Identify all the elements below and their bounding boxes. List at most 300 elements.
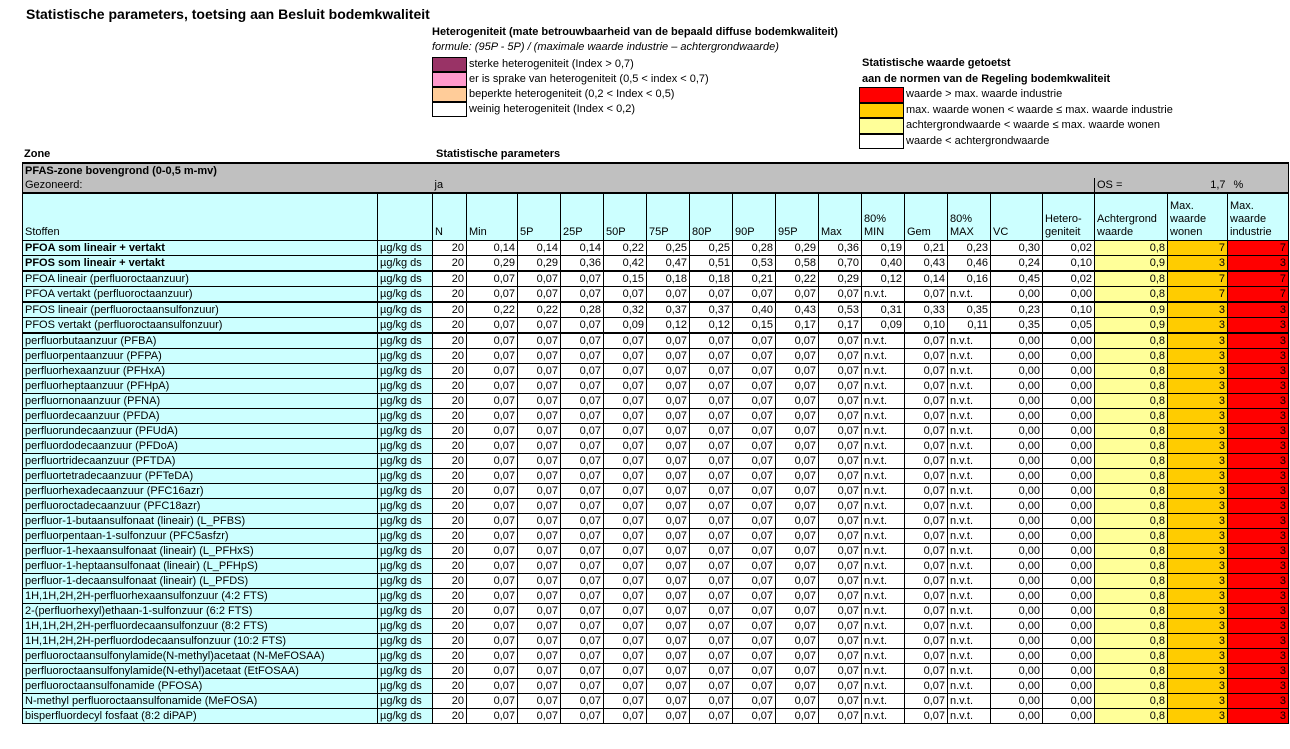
- value-cell: 0,07: [467, 544, 518, 559]
- value-cell: 0,07: [819, 589, 862, 604]
- value-cell: 0,07: [561, 379, 604, 394]
- value-cell: 0,16: [948, 271, 991, 287]
- value-cell: 0,07: [647, 454, 690, 469]
- value-cell: 3: [1228, 256, 1289, 272]
- value-cell: 3: [1168, 694, 1228, 709]
- value-cell: 0,02: [1043, 271, 1095, 287]
- value-cell: 20: [433, 349, 467, 364]
- value-cell: 3: [1228, 574, 1289, 589]
- unit-cell: µg/kg ds: [378, 664, 433, 679]
- substance-name: perfluoroctaansulfonylamide(N-ethyl)acetaat (EtFOSAA): [23, 664, 378, 679]
- unit-cell: µg/kg ds: [378, 287, 433, 303]
- value-cell: 0,07: [518, 679, 561, 694]
- value-cell: 0,07: [518, 694, 561, 709]
- value-cell: 3: [1168, 409, 1228, 424]
- value-cell: 0,07: [604, 439, 647, 454]
- value-cell: 0,00: [991, 574, 1043, 589]
- value-cell: 3: [1228, 302, 1289, 318]
- table-row: [23, 589, 1289, 604]
- value-cell: 0,07: [561, 271, 604, 287]
- column-header: VC: [991, 193, 1043, 241]
- value-cell: 0,07: [518, 589, 561, 604]
- value-cell: 20: [433, 379, 467, 394]
- value-cell: 0,07: [518, 514, 561, 529]
- value-cell: 0,07: [819, 469, 862, 484]
- value-cell: 0,53: [733, 256, 776, 272]
- value-cell: 0,05: [1043, 318, 1095, 334]
- value-cell: 0,07: [776, 514, 819, 529]
- value-cell: 0,43: [776, 302, 819, 318]
- value-cell: 0,40: [733, 302, 776, 318]
- value-cell: 0,07: [905, 514, 948, 529]
- value-cell: 20: [433, 604, 467, 619]
- value-cell: 0,07: [905, 634, 948, 649]
- value-cell: 3: [1168, 454, 1228, 469]
- value-cell: 0,07: [776, 349, 819, 364]
- value-cell: 0,07: [776, 559, 819, 574]
- value-cell: 20: [433, 333, 467, 349]
- value-cell: n.v.t.: [862, 664, 905, 679]
- value-cell: 0,70: [819, 256, 862, 272]
- value-cell: 3: [1168, 514, 1228, 529]
- value-cell: 0,07: [905, 544, 948, 559]
- value-cell: 0,00: [1043, 333, 1095, 349]
- value-cell: 0,07: [467, 694, 518, 709]
- value-cell: 0,28: [561, 302, 604, 318]
- value-cell: 0,07: [819, 709, 862, 724]
- value-cell: 0,15: [604, 271, 647, 287]
- unit-cell: µg/kg ds: [378, 499, 433, 514]
- table-row: [23, 469, 1289, 484]
- column-header: 80% MIN: [862, 193, 905, 241]
- value-cell: 0,15: [733, 318, 776, 334]
- value-cell: 0,00: [991, 589, 1043, 604]
- value-cell: 0,07: [690, 287, 733, 303]
- value-cell: 0,9: [1095, 256, 1168, 272]
- value-cell: 0,07: [733, 619, 776, 634]
- value-cell: 0,00: [991, 544, 1043, 559]
- value-cell: 20: [433, 514, 467, 529]
- value-cell: 0,07: [467, 469, 518, 484]
- value-cell: 20: [433, 634, 467, 649]
- value-cell: 0,07: [518, 544, 561, 559]
- value-cell: 0,07: [819, 379, 862, 394]
- value-cell: 0,07: [518, 664, 561, 679]
- value-cell: 0,00: [991, 287, 1043, 303]
- value-cell: 0,07: [733, 679, 776, 694]
- value-cell: 0,40: [862, 256, 905, 272]
- value-cell: 3: [1168, 484, 1228, 499]
- value-cell: 0,07: [561, 589, 604, 604]
- value-cell: 3: [1168, 469, 1228, 484]
- unit-cell: µg/kg ds: [378, 439, 433, 454]
- value-cell: 0,07: [819, 409, 862, 424]
- value-cell: 0,07: [604, 333, 647, 349]
- value-cell: 0,07: [604, 664, 647, 679]
- value-cell: 0,07: [604, 619, 647, 634]
- substance-name: perfluorpentaanzuur (PFPA): [23, 349, 378, 364]
- value-cell: 0,07: [467, 574, 518, 589]
- value-cell: 0,07: [905, 574, 948, 589]
- column-header: Hetero-geniteit: [1043, 193, 1095, 241]
- value-cell: 20: [433, 559, 467, 574]
- value-cell: 0,07: [733, 439, 776, 454]
- zone-row: [23, 163, 1289, 178]
- value-cell: 0,07: [733, 349, 776, 364]
- value-cell: 0,14: [467, 241, 518, 256]
- legend-swatch: [432, 72, 467, 87]
- value-cell: 0,07: [518, 484, 561, 499]
- value-cell: 7: [1228, 241, 1289, 256]
- table-row: [23, 379, 1289, 394]
- legend-swatch: [432, 102, 467, 117]
- table-body: [23, 241, 1289, 724]
- value-cell: 0,00: [1043, 709, 1095, 724]
- value-cell: 0,07: [561, 484, 604, 499]
- value-cell: 0,07: [561, 664, 604, 679]
- value-cell: 0,00: [1043, 349, 1095, 364]
- legend-swatch: [859, 134, 904, 150]
- value-cell: 3: [1228, 529, 1289, 544]
- value-cell: 0,21: [905, 241, 948, 256]
- value-cell: 7: [1228, 287, 1289, 303]
- value-cell: 0,8: [1095, 559, 1168, 574]
- value-cell: 0,07: [905, 349, 948, 364]
- value-cell: 0,07: [733, 333, 776, 349]
- value-cell: 0,17: [776, 318, 819, 334]
- column-header: Min: [467, 193, 518, 241]
- unit-cell: µg/kg ds: [378, 679, 433, 694]
- value-cell: 0,00: [991, 349, 1043, 364]
- value-cell: 20: [433, 409, 467, 424]
- value-cell: 3: [1168, 589, 1228, 604]
- value-cell: 0,07: [776, 604, 819, 619]
- value-cell: 3: [1228, 364, 1289, 379]
- value-cell: 0,07: [647, 544, 690, 559]
- value-cell: 0,07: [819, 634, 862, 649]
- unit-cell: µg/kg ds: [378, 302, 433, 318]
- value-cell: 0,07: [467, 514, 518, 529]
- value-cell: 0,07: [776, 424, 819, 439]
- value-cell: 0,37: [690, 302, 733, 318]
- value-cell: 0,02: [1043, 241, 1095, 256]
- value-cell: 0,07: [776, 439, 819, 454]
- value-cell: 0,07: [776, 664, 819, 679]
- value-cell: 0,19: [862, 241, 905, 256]
- value-cell: 0,00: [1043, 499, 1095, 514]
- value-cell: 0,07: [561, 499, 604, 514]
- value-cell: 0,07: [690, 604, 733, 619]
- value-cell: n.v.t.: [862, 287, 905, 303]
- value-cell: 0,07: [518, 394, 561, 409]
- table-row: [23, 604, 1289, 619]
- value-cell: 0,07: [819, 574, 862, 589]
- value-cell: 0,07: [467, 619, 518, 634]
- value-cell: 0,23: [991, 302, 1043, 318]
- value-cell: 0,00: [991, 333, 1043, 349]
- column-header: Max. waarde wonen: [1168, 193, 1228, 241]
- value-cell: 0,07: [905, 604, 948, 619]
- value-cell: n.v.t.: [948, 514, 991, 529]
- value-cell: 3: [1228, 604, 1289, 619]
- value-cell: 3: [1228, 484, 1289, 499]
- unit-cell: µg/kg ds: [378, 709, 433, 724]
- value-cell: 0,07: [604, 694, 647, 709]
- value-cell: 3: [1228, 409, 1289, 424]
- column-header: Gem: [905, 193, 948, 241]
- value-cell: 0,00: [1043, 409, 1095, 424]
- value-cell: 0,07: [467, 424, 518, 439]
- value-cell: 3: [1168, 318, 1228, 334]
- value-cell: 0,25: [647, 241, 690, 256]
- value-cell: 0,07: [561, 349, 604, 364]
- value-cell: 0,8: [1095, 484, 1168, 499]
- table-row: [23, 679, 1289, 694]
- value-cell: 0,07: [905, 664, 948, 679]
- substance-name: perfluorpentaan-1-sulfonzuur (PFC5asfzr): [23, 529, 378, 544]
- legend-label: max. waarde wonen < waarde ≤ max. waarde industrie: [906, 103, 1173, 116]
- value-cell: 0,42: [604, 256, 647, 272]
- value-cell: 0,25: [690, 241, 733, 256]
- table-row: [23, 439, 1289, 454]
- value-cell: n.v.t.: [862, 589, 905, 604]
- value-cell: 0,07: [733, 484, 776, 499]
- value-cell: 0,07: [819, 394, 862, 409]
- table-row: [23, 241, 1289, 256]
- value-cell: 0,07: [776, 394, 819, 409]
- unit-cell: µg/kg ds: [378, 349, 433, 364]
- value-cell: n.v.t.: [948, 287, 991, 303]
- value-cell: 0,07: [905, 333, 948, 349]
- value-cell: 3: [1228, 559, 1289, 574]
- value-cell: 0,07: [467, 679, 518, 694]
- legend-swatch: [859, 103, 904, 119]
- value-cell: 0,07: [647, 559, 690, 574]
- value-cell: 0,07: [733, 469, 776, 484]
- value-cell: 3: [1228, 679, 1289, 694]
- value-cell: 0,07: [733, 499, 776, 514]
- value-cell: 0,24: [991, 256, 1043, 272]
- value-cell: 0,07: [733, 514, 776, 529]
- gezoneerd-value: ja: [433, 178, 1095, 193]
- value-cell: n.v.t.: [862, 574, 905, 589]
- value-cell: 0,09: [862, 318, 905, 334]
- value-cell: 0,53: [819, 302, 862, 318]
- value-cell: 0,07: [518, 364, 561, 379]
- value-cell: 0,43: [905, 256, 948, 272]
- value-cell: 0,00: [991, 649, 1043, 664]
- value-cell: 0,07: [647, 394, 690, 409]
- value-cell: 0,07: [561, 544, 604, 559]
- value-cell: 0,28: [733, 241, 776, 256]
- normen-title: Statistische waarde getoetst: [862, 57, 1011, 69]
- column-header: 50P: [604, 193, 647, 241]
- value-cell: 0,00: [991, 439, 1043, 454]
- value-cell: n.v.t.: [948, 604, 991, 619]
- legend-label: achtergrondwaarde < waarde ≤ max. waarde wonen: [906, 119, 1160, 131]
- value-cell: 0,07: [690, 514, 733, 529]
- legend-label: waarde < achtergrondwaarde: [906, 134, 1050, 147]
- value-cell: 0,07: [561, 454, 604, 469]
- value-cell: 20: [433, 318, 467, 334]
- value-cell: 0,07: [647, 619, 690, 634]
- value-cell: 0,07: [467, 664, 518, 679]
- page-title: Statistische parameters, toetsing aan Besluit bodemkwaliteit: [26, 6, 430, 22]
- value-cell: 7: [1168, 241, 1228, 256]
- value-cell: 0,07: [647, 529, 690, 544]
- value-cell: 0,07: [819, 333, 862, 349]
- value-cell: 0,07: [690, 454, 733, 469]
- value-cell: 0,07: [467, 318, 518, 334]
- value-cell: n.v.t.: [948, 694, 991, 709]
- value-cell: 0,00: [1043, 694, 1095, 709]
- value-cell: n.v.t.: [862, 349, 905, 364]
- value-cell: n.v.t.: [862, 469, 905, 484]
- substance-name: perfluorundecaanzuur (PFUdA): [23, 424, 378, 439]
- value-cell: 0,07: [561, 619, 604, 634]
- value-cell: 0,00: [1043, 634, 1095, 649]
- value-cell: 3: [1168, 379, 1228, 394]
- value-cell: 0,22: [604, 241, 647, 256]
- value-cell: 0,8: [1095, 514, 1168, 529]
- value-cell: 0,8: [1095, 634, 1168, 649]
- value-cell: 3: [1168, 424, 1228, 439]
- value-cell: 0,07: [561, 439, 604, 454]
- value-cell: 0,07: [604, 589, 647, 604]
- unit-cell: µg/kg ds: [378, 559, 433, 574]
- value-cell: n.v.t.: [862, 544, 905, 559]
- value-cell: 0,07: [733, 394, 776, 409]
- table-row: [23, 318, 1289, 334]
- unit-cell: µg/kg ds: [378, 469, 433, 484]
- value-cell: 0,07: [518, 559, 561, 574]
- value-cell: n.v.t.: [948, 664, 991, 679]
- value-cell: 20: [433, 271, 467, 287]
- value-cell: 0,00: [991, 499, 1043, 514]
- value-cell: 0,07: [733, 589, 776, 604]
- value-cell: 3: [1228, 694, 1289, 709]
- value-cell: 0,31: [862, 302, 905, 318]
- table-row: [23, 333, 1289, 349]
- value-cell: 0,07: [647, 679, 690, 694]
- value-cell: 0,17: [819, 318, 862, 334]
- value-cell: n.v.t.: [948, 469, 991, 484]
- value-cell: n.v.t.: [862, 694, 905, 709]
- value-cell: 3: [1228, 333, 1289, 349]
- value-cell: 0,07: [690, 619, 733, 634]
- value-cell: n.v.t.: [948, 439, 991, 454]
- value-cell: 0,07: [905, 559, 948, 574]
- gezoneerd-label: Gezoneerd:: [23, 178, 433, 193]
- table-row: [23, 256, 1289, 272]
- value-cell: 0,00: [1043, 394, 1095, 409]
- value-cell: 3: [1168, 634, 1228, 649]
- value-cell: n.v.t.: [948, 379, 991, 394]
- value-cell: 0,07: [690, 499, 733, 514]
- value-cell: 0,07: [905, 709, 948, 724]
- value-cell: 20: [433, 679, 467, 694]
- value-cell: 0,07: [518, 409, 561, 424]
- value-cell: 0,00: [1043, 574, 1095, 589]
- value-cell: 0,07: [604, 454, 647, 469]
- column-header: Stoffen: [23, 193, 378, 241]
- value-cell: 0,23: [948, 241, 991, 256]
- value-cell: 0,07: [467, 559, 518, 574]
- value-cell: 0,12: [862, 271, 905, 287]
- value-cell: 0,07: [733, 694, 776, 709]
- value-cell: 0,10: [1043, 256, 1095, 272]
- value-cell: 0,07: [905, 287, 948, 303]
- table-row: [23, 544, 1289, 559]
- value-cell: 20: [433, 694, 467, 709]
- unit-cell: µg/kg ds: [378, 394, 433, 409]
- substance-name: perfluornonaanzuur (PFNA): [23, 394, 378, 409]
- column-header: 90P: [733, 193, 776, 241]
- value-cell: 0,07: [647, 574, 690, 589]
- value-cell: 0,07: [604, 499, 647, 514]
- value-cell: 0,07: [604, 634, 647, 649]
- value-cell: 0,07: [690, 544, 733, 559]
- legend-swatch: [859, 118, 904, 134]
- value-cell: 0,07: [905, 679, 948, 694]
- value-cell: 3: [1168, 364, 1228, 379]
- value-cell: 0,07: [604, 484, 647, 499]
- value-cell: n.v.t.: [862, 649, 905, 664]
- value-cell: 0,14: [518, 241, 561, 256]
- value-cell: 0,8: [1095, 439, 1168, 454]
- value-cell: 0,07: [905, 409, 948, 424]
- value-cell: 3: [1168, 574, 1228, 589]
- value-cell: 0,8: [1095, 424, 1168, 439]
- value-cell: 0,07: [467, 394, 518, 409]
- table-row: [23, 649, 1289, 664]
- unit-cell: µg/kg ds: [378, 379, 433, 394]
- value-cell: 0,07: [733, 454, 776, 469]
- unit-cell: µg/kg ds: [378, 589, 433, 604]
- value-cell: n.v.t.: [862, 559, 905, 574]
- value-cell: 0,00: [1043, 454, 1095, 469]
- column-header: 75P: [647, 193, 690, 241]
- value-cell: 20: [433, 364, 467, 379]
- legend-label: sterke heterogeniteit (Index > 0,7): [469, 58, 634, 70]
- value-cell: n.v.t.: [862, 514, 905, 529]
- value-cell: 0,07: [518, 349, 561, 364]
- value-cell: 0,07: [604, 379, 647, 394]
- value-cell: 0,32: [604, 302, 647, 318]
- value-cell: 0,00: [1043, 514, 1095, 529]
- value-cell: 0,00: [991, 469, 1043, 484]
- value-cell: 0,00: [991, 379, 1043, 394]
- value-cell: 0,07: [647, 589, 690, 604]
- zone-name: PFAS-zone bovengrond (0-0,5 m-mv): [23, 163, 1289, 178]
- value-cell: 0,07: [690, 574, 733, 589]
- table-row: [23, 529, 1289, 544]
- value-cell: 0,8: [1095, 409, 1168, 424]
- value-cell: 0,21: [733, 271, 776, 287]
- value-cell: 0,07: [819, 424, 862, 439]
- value-cell: n.v.t.: [862, 439, 905, 454]
- value-cell: 0,07: [819, 664, 862, 679]
- value-cell: 3: [1228, 514, 1289, 529]
- value-cell: 20: [433, 256, 467, 272]
- value-cell: 3: [1168, 333, 1228, 349]
- table-row: [23, 709, 1289, 724]
- value-cell: 3: [1228, 589, 1289, 604]
- value-cell: 0,07: [561, 679, 604, 694]
- value-cell: 0,8: [1095, 394, 1168, 409]
- value-cell: 0,00: [1043, 424, 1095, 439]
- value-cell: 0,09: [604, 318, 647, 334]
